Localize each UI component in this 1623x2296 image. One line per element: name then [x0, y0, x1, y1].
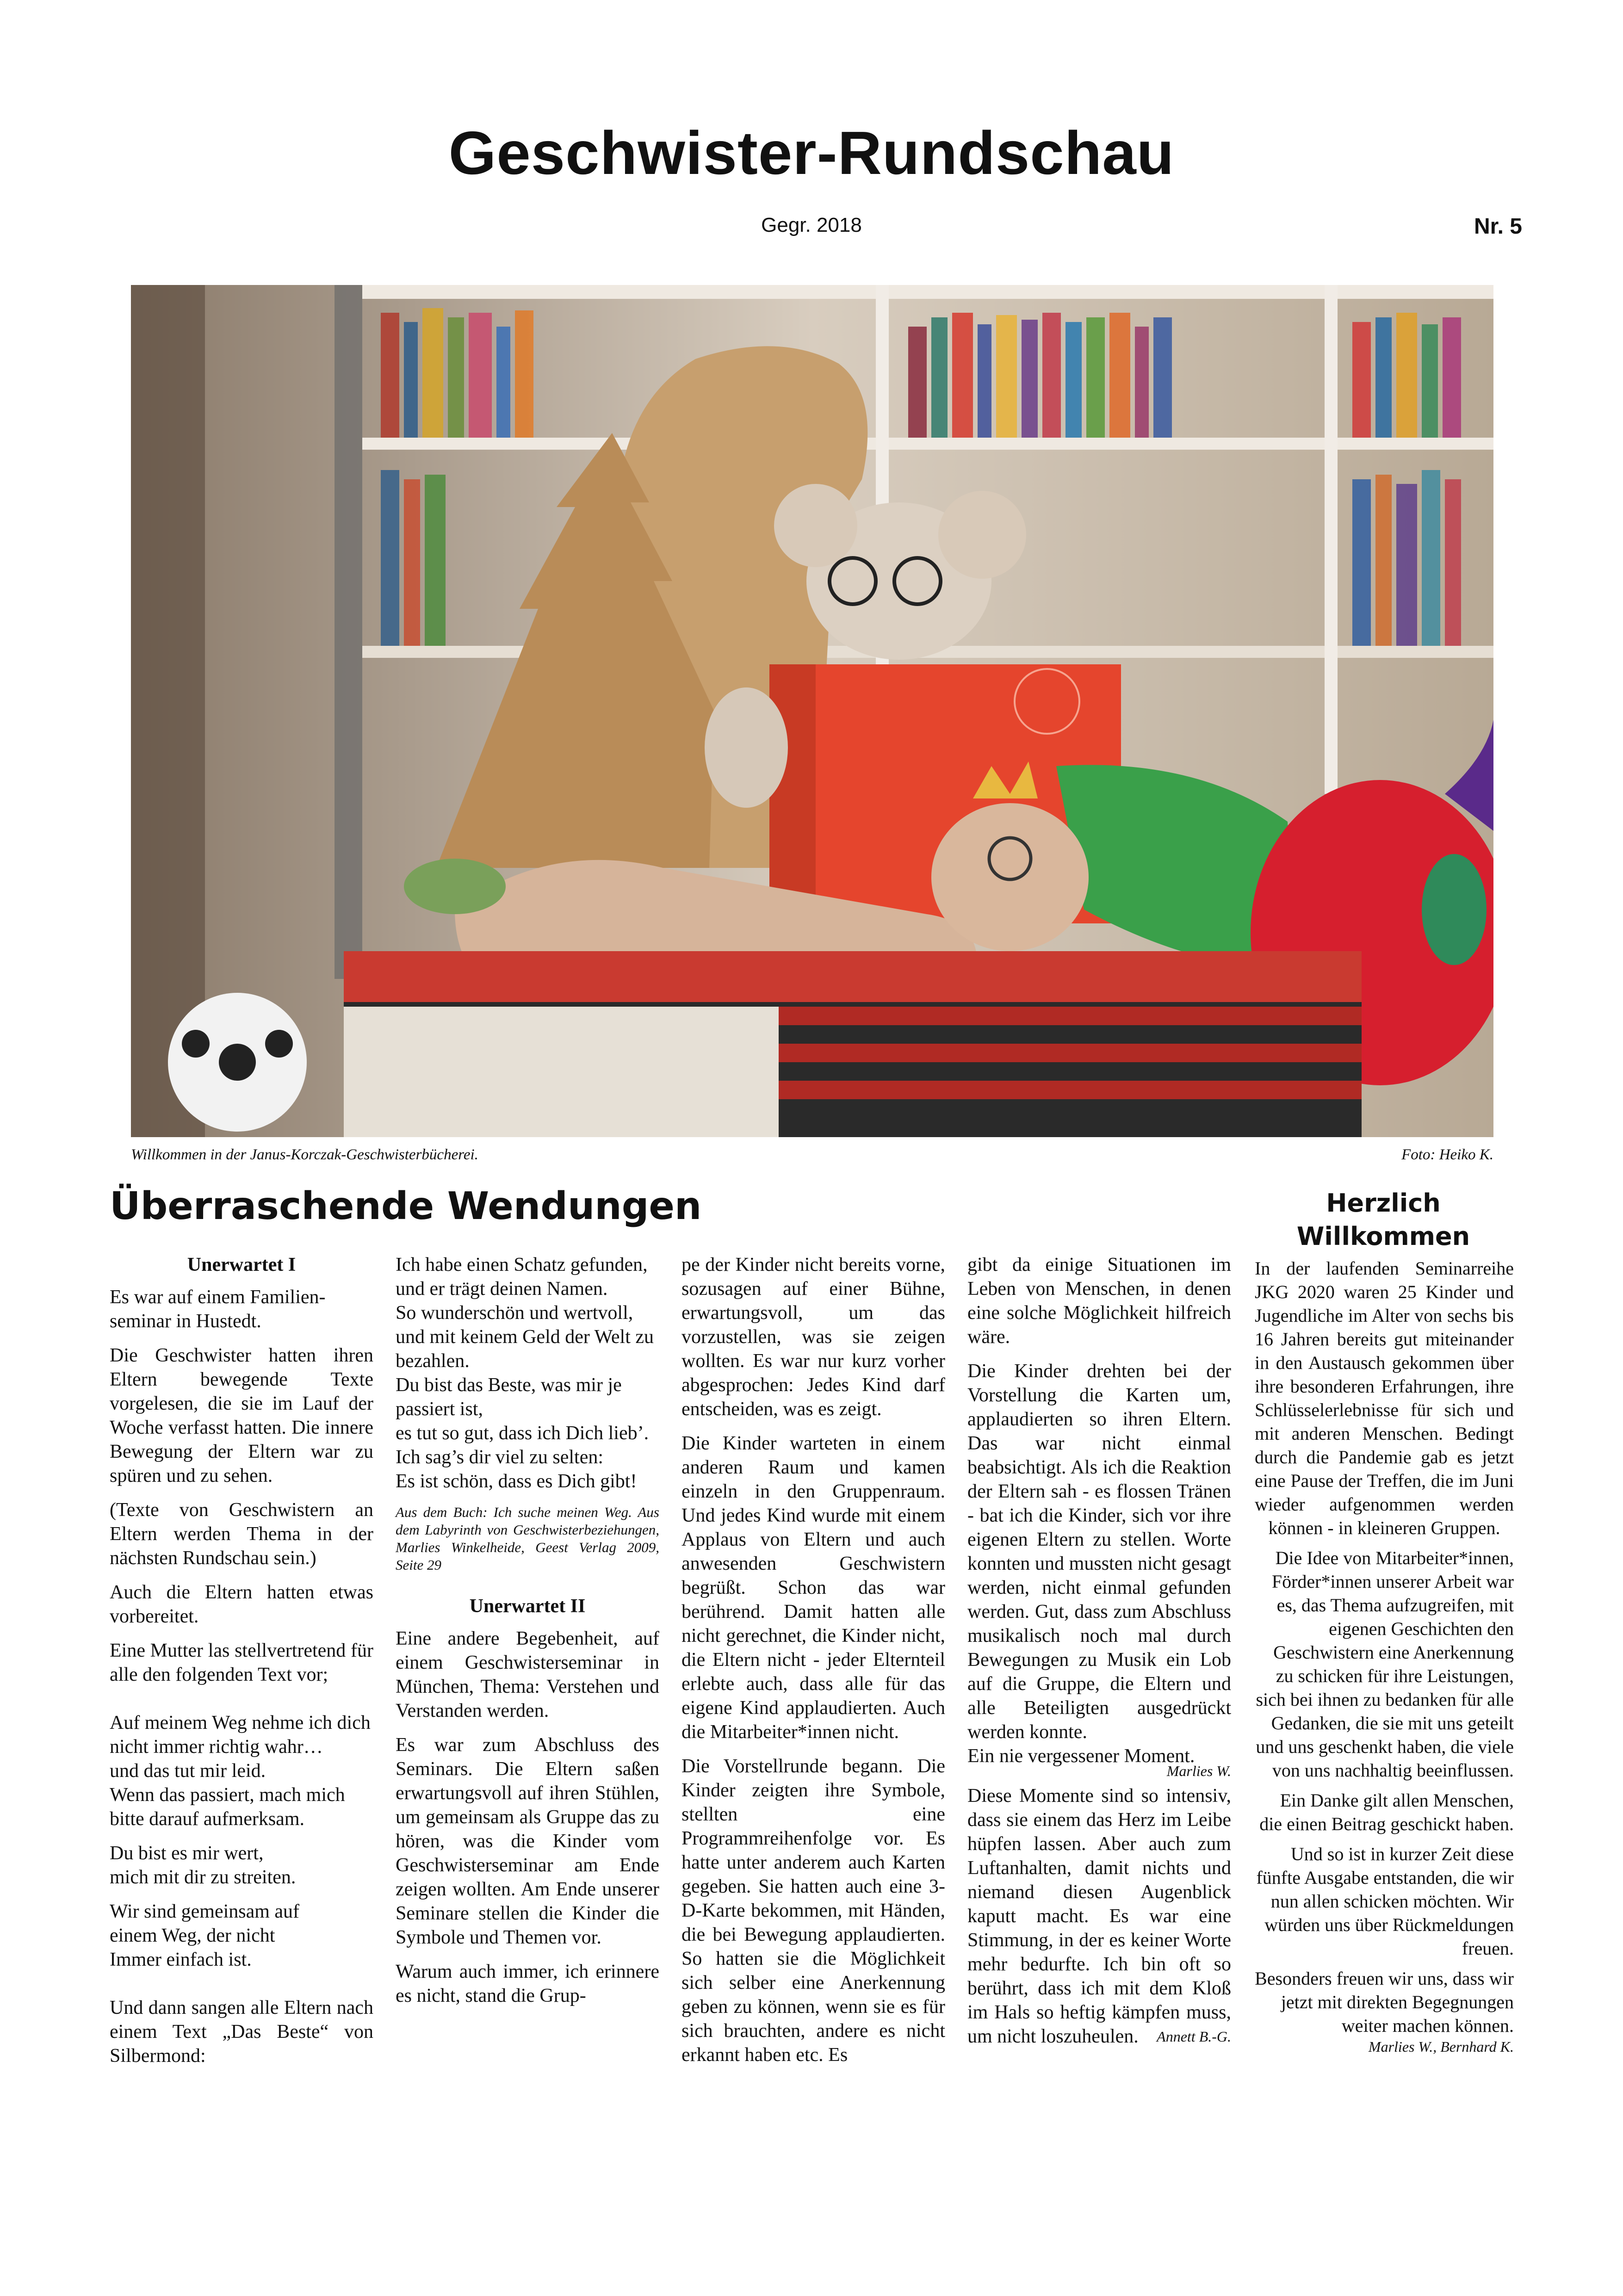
paragraph: Die Kinder warteten in einem anderen Raum und kamen einzeln in den Gruppenraum. Und jedes Kind wurde mit einem Applaus von Eltern und auch anwesenden Geschwistern begrüßt. Schon das war berührend. Damit hatten alle nicht gerechnet, die Kinder nicht, die Eltern nicht - jeder Elternteil erlebte auch, dass alle für das eigene Kind applaudierten. Auch die Mitarbeiter*innen nicht. [681, 1433, 945, 1743]
paragraph: pe der Kinder nicht bereits vorne, sozusagen auf einer Bühne, erwartungsvoll, um das vorzustellen, was sie zeigen wollten. Es war nur kurz vorher abgesprochen: Jedes Kind darf entscheiden, was es zeigt. [681, 1254, 945, 1420]
paragraph: Ein nie vergessener Moment. [967, 1745, 1195, 1767]
sidebar-paragraph: In der laufenden Seminarreihe JKG 2020 waren 25 Kinder und Jugendliche im Alter von sechs bis 16 Jahren bereits gut miteinander in den Austausch gekommen über ihre besonderen Erfahrungen, ihre Schlüsselerlebnisse für sich und mit anderen Menschen. Bedingt durch die Pandemie gab es jetzt eine Pause der Treffen, die im Juni wieder aufgenommen werden können - in kleineren Gruppen. [1255, 1258, 1514, 1538]
paragraph: Und dann sangen alle Eltern nach einem Text „Das Beste“ von Silbermond: [110, 1997, 373, 2067]
article-column-4 [967, 1253, 1231, 2059]
sidebar-paragraph: Besonders freuen wir uns, dass wir jetzt mit direkten Begegnungen weiter machen können. [1255, 1968, 1514, 2036]
subhead-unerwartet-1: Unerwartet I [187, 1254, 296, 1275]
book-source: Aus dem Buch: Ich suche meinen Weg. Aus dem Labyrinth von Geschwisterbeziehungen, Marlies Winkelheide, Geest Verlag 2009, Seite 29 [396, 1504, 659, 1573]
photo-caption: Willkommen in der Janus-Korczak-Geschwisterbücherei. [131, 1146, 478, 1163]
cover-photo [131, 285, 1493, 1137]
sidebar-signature: Marlies W., Bernhard K. [1368, 2038, 1514, 2055]
paragraph: gibt da einige Situationen im Leben von Menschen, in denen eine solche Möglichkeit hilfreich wäre. [967, 1254, 1231, 1348]
photo-credit: Foto: Heiko K. [1401, 1146, 1493, 1163]
paragraph: (Texte von Geschwistern an Eltern werden Thema in der nächsten Rundschau sein.) [110, 1499, 373, 1569]
author-signature: Annett B.-G. [1157, 2028, 1231, 2045]
paragraph: Die Geschwister hatten ihren Eltern bewegende Texte vorgelesen, die sie im Lauf der Woche verfasst hatten. Die innere Bewegung der Eltern war zu spüren und zu sehen. [110, 1345, 373, 1486]
poem-stanza: Auf meinem Weg nehme ich dich nicht immer richtig wahr… und das tut mir leid. Wenn das passiert, mach mich bitte darauf aufmerksam. [110, 1712, 371, 1830]
paragraph: Die Vorstellrunde begann. Die Kinder zeigten ihre Symbole, stellten eine Programmreihenfolge vor. Es hatte unter anderem auch Karten gegeben. Sie hatten auch eine 3-D-Karte bekommen, mit Händen, die bei Bewegung applaudierten. So hatten sie die Möglichkeit sich selber eine Anerkennung geben zu können, wenn sie es für sich brauchten, andere es nicht erkannt haben etc. Es [681, 1756, 945, 2066]
founded-date: Gegr. 2018 [761, 214, 862, 236]
article-column-2 [396, 1253, 659, 2018]
paragraph: Es war zum Abschluss des Seminars. Die Eltern saßen erwartungsvoll auf ihren Stühlen, um gemeinsam als Gruppe das zu hören, was die Kinder vom Geschwisterseminar am Ende zeigen wollten. Am Ende unserer Seminare stellen die Kinder die Symbole und Themen vor. [396, 1734, 659, 1948]
paragraph [967, 1784, 1231, 2048]
song-lyrics: Ich habe einen Schatz gefunden, und er trägt deinen Namen. So wunderschön und wertvoll, und mit keinem Geld der Welt zu bezahlen. Du bist das Beste, was mir je passiert ist, es tut so gut, dass ich Dich lieb’. Ich sag’s dir viel zu selten: Es ist schön, dass es Dich gibt! [396, 1254, 654, 1492]
poem-stanza: Du bist es mir wert, mich mit dir zu streiten. [110, 1843, 296, 1888]
paragraph: Eine Mutter las stellvertretend für alle den folgenden Text vor; [110, 1640, 373, 1685]
newspaper-title: Geschwister-Rundschau [448, 119, 1175, 187]
paragraph: Es war auf einem Familien-seminar in Hustedt. [110, 1287, 326, 1332]
paragraph: Warum auch immer, ich erinnere es nicht, stand die Grup- [396, 1961, 659, 2006]
article-column-1 [110, 1253, 373, 2078]
sidebar-paragraph: Und so ist in kurzer Zeit diese fünfte Ausgabe entstanden, die wir nun allen schicken möchten. Wir würden uns über Rückmeldungen freuen. [1256, 1844, 1514, 1959]
poem-stanza: Wir sind gemeinsam auf einem Weg, der nicht Immer einfach ist. [110, 1901, 300, 1970]
paragraph: Die Kinder drehten bei der Vorstellung die Karten um, applaudierten so ihren Eltern. Das war nicht einmal beabsichtigt. Als ich die Reaktion der Eltern sah - es flossen Tränen - bat ich die Kinder, sich vor ihre eigenen Eltern zu stellen. Worte konnten und mussten nicht gesagt werden, nicht einmal gefunden werden. Gut, dass zum Abschluss musikalisch noch mal durch Bewegungen zu Musik ein Lob auf die Gruppe, die Eltern und alle Beteiligten ausgedrückt werden konnte. [967, 1361, 1231, 1743]
issue-number: Nr. 5 [1474, 214, 1522, 239]
author-signature: Marlies W. [1166, 1763, 1231, 1779]
subhead-unerwartet-2: Unerwartet II [469, 1596, 586, 1617]
article-column-3 [681, 1253, 945, 2077]
paragraph: Eine andere Begebenheit, auf einem Geschwisterseminar in München, Thema: Verstehen und Verstanden werden. [396, 1628, 659, 1721]
sidebar-title: Herzlich Willkommen [1296, 1188, 1470, 1251]
article-headline: Überraschende Wendungen [110, 1184, 702, 1228]
sidebar-paragraph: Die Idee von Mitarbeiter*innen, Förder*innen unserer Arbeit war es, das Thema aufzugreifen, mit eigenen Geschichten den Geschwistern eine Anerkennung zu schicken für ihre Leistungen, sich bei ihnen zu bedanken für alle Gedanken, die sie mit uns geteilt und uns geschenkt haben, die viele von uns nachhaltig beeinflussen. [1256, 1547, 1514, 1781]
paragraph-text: Diese Momente sind so intensiv, dass sie einem das Herz im Leibe hüpfen lassen. Aber auch zum Luftanhalten, damit nichts und niemand diesen Augenblick kaputt macht. Es war eine Stimmung, in der es keiner Worte mehr bedurfte. Ich bin oft so berührt, dass ich mit dem Kloß im Hals so heftig kämpfen muss, um nicht loszuheulen. [967, 1785, 1231, 2047]
paragraph: Auch die Eltern hatten etwas vorbereitet. [110, 1582, 373, 1627]
welcome-sidebar [1255, 1256, 1514, 2056]
sidebar-paragraph: Ein Danke gilt allen Menschen, die einen Beitrag geschickt haben. [1259, 1790, 1514, 1834]
